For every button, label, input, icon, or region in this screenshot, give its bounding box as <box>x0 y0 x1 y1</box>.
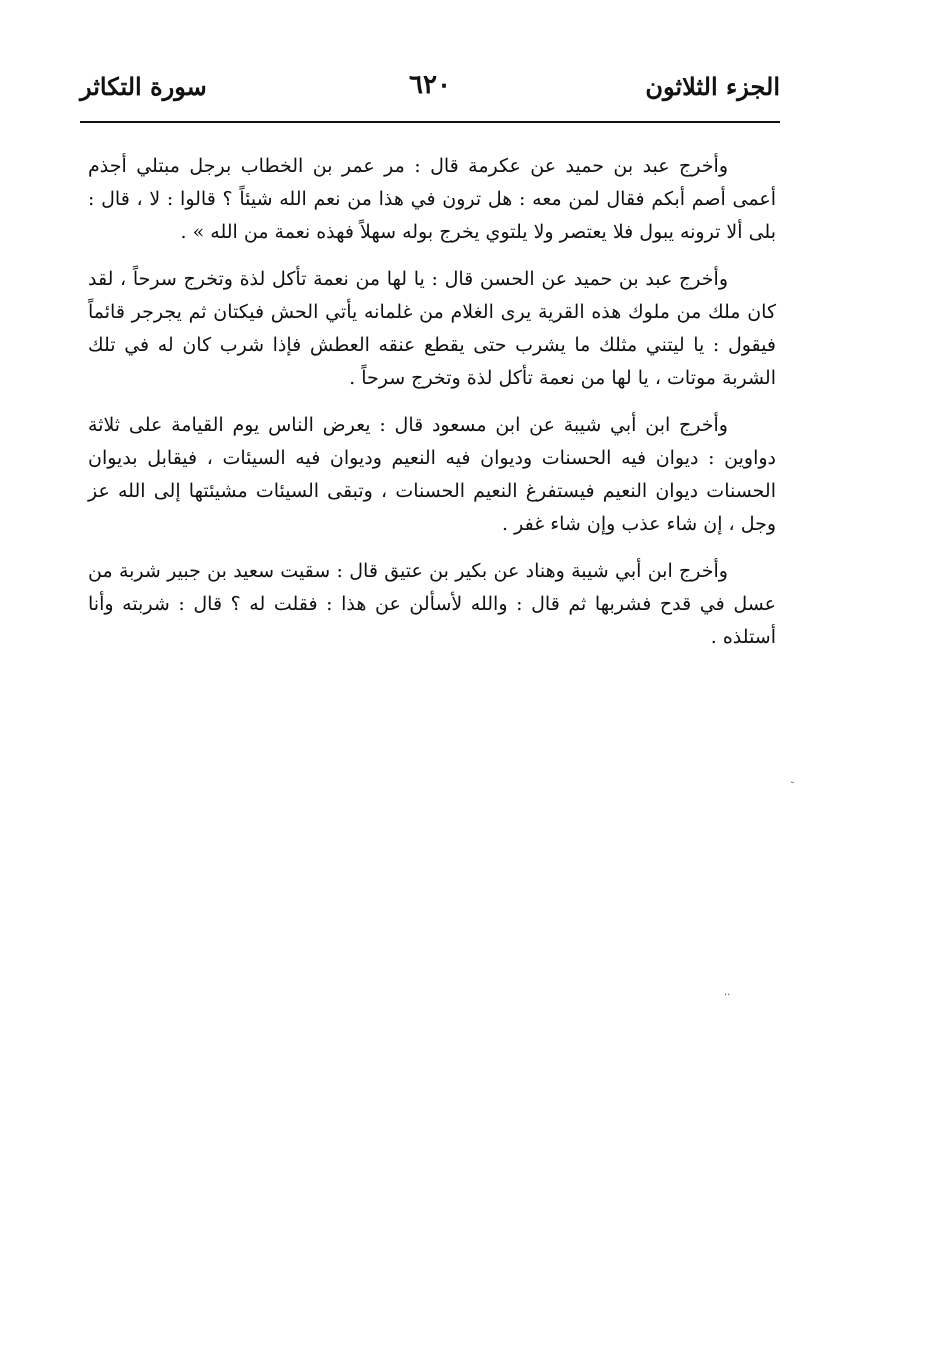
scan-speck: ·· <box>724 990 731 1001</box>
paragraph-ibn-masud: وأخرج ابن أبي شيبة عن ابن مسعود قال : يعرض الناس يوم القيامة على ثلاثة دواوين : ديوان فيه الحسنات وديوان فيه النعيم وديوان فيه السيئات ، فيقابل بديوان الحسنات ديوان النعيم فيستفرغ النعيم الحسنات ، وتبقى السيئات مشيئتها إلى الله عز وجل ، إن شاء عذب وإن شاء غفر . <box>88 414 776 535</box>
paragraph-ikrimah: وأخرج عبد بن حميد عن عكرمة قال : مر عمر بن الخطاب برجل مبتلي أجذم أعمى أصم أبكم فقال لمن معه : هل ترون في هذا من نعم الله شيئاً ؟ قالوا : لا ، قال : بلى ألا ترونه يبول فلا يعتصر ولا يلتوي يخرج بوله سهلاً فهذه نعمة من الله » . <box>88 155 776 243</box>
scan-speck: ˘ <box>790 782 795 793</box>
page-header <box>80 66 780 116</box>
running-head-surah: سورة التكاثر <box>80 72 207 101</box>
page-number: ٦٢٠ <box>409 70 451 100</box>
running-head-part: الجزء الثلاثون <box>645 72 780 101</box>
paragraph-bukayr: وأخرج ابن أبي شيبة وهناد عن بكير بن عتيق قال : سقيت سعيد بن جبير شربة من عسل في قدح فشربها ثم قال : والله لأسألن عن هذا : فقلت له ؟ قال : شربته وأنا أستلذه . <box>88 560 776 648</box>
main-text <box>88 150 776 668</box>
header-rule <box>80 121 780 123</box>
paragraph-hasan: وأخرج عبد بن حميد عن الحسن قال : يا لها من نعمة تأكل لذة وتخرج سرحاً ، لقد كان ملك من ملوك هذه القرية يرى الغلام من غلمانه يأتي الحش فيكتان ثم يجرجر قائماً فيقول : يا ليتني مثلك ما يشرب حتى يقطع عنقه العطش فإذا شرب كان له في تلك الشربة موتات ، يا لها من نعمة تأكل لذة وتخرج سرحاً . <box>88 268 776 389</box>
